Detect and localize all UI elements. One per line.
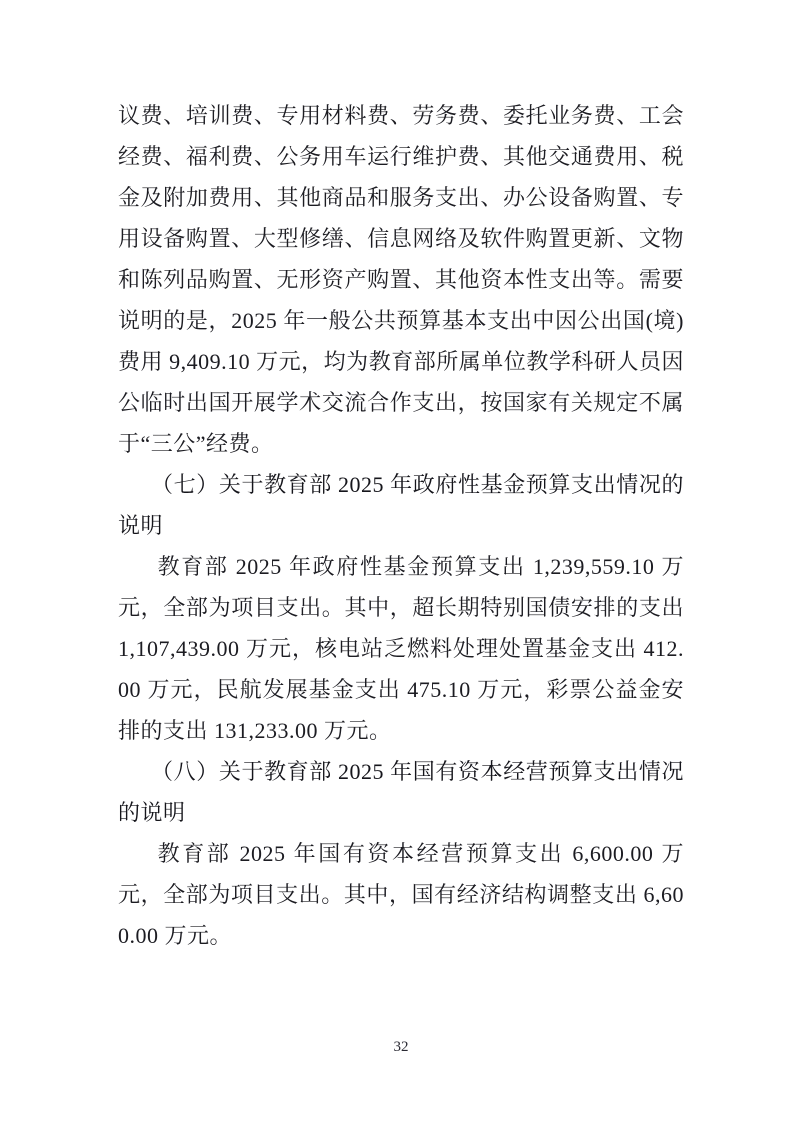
paragraph-basic-expenditure-items: 议费、培训费、专用材料费、劳务费、委托业务费、工会经费、福利费、公务用车运行维护费、其他交通费用、税金及附加费用、其他商品和服务支出、办公设备购置、专用设备购置、大型修缮、信息网络及软件购置更新、文物和陈列品购置、无形资产购置、其他资本性支出等。需要说明的是，2025 年一般公共预算基本支出中因公出国(境)费用 9,409.10 万元，均为教育部所属单位教学科研人员因公临时出国开展学术交流合作支出，按国家有关规定不属于“三公”经费。 (118, 103, 684, 456)
section-7-paragraph: 教育部 2025 年政府性基金预算支出 1,239,559.10 万元，全部为项目支出。其中，超长期特别国债安排的支出 1,107,439.00 万元，核电站乏燃料处理处置基金支出 412.00 万元，民航发展基金支出 475.10 万元，彩票公益金安排的支出 131,233.00 万元。 (118, 554, 684, 743)
page-text-block (118, 95, 684, 956)
section-7-heading: （七）关于教育部 2025 年政府性基金预算支出情况的说明 (118, 472, 684, 538)
section-8-paragraph: 教育部 2025 年国有资本经营预算支出 6,600.00 万元，全部为项目支出。其中，国有经济结构调整支出 6,600.00 万元。 (118, 841, 684, 948)
section-8-heading: （八）关于教育部 2025 年国有资本经营预算支出情况的说明 (118, 759, 684, 825)
page-number: 32 (393, 1039, 409, 1055)
